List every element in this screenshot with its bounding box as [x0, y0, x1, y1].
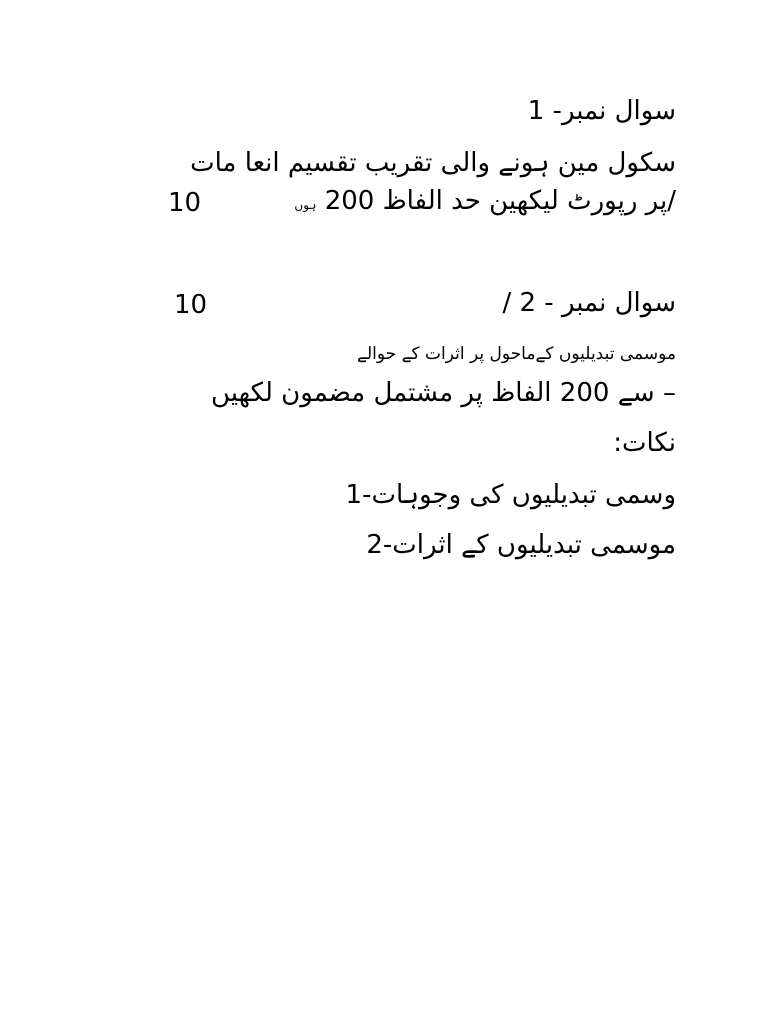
- question2-point1: وسمی تبدیلیوں کی وجوہات-1: [345, 480, 676, 510]
- question2-heading: سوال نمبر - 2 /: [502, 288, 676, 318]
- question2-point2: موسمی تبدیلیوں کے اثرات-2: [366, 530, 676, 560]
- question1-text-line2: [294, 188, 676, 214]
- question1-text-line1: سکول مین ہونے والی تقریب تقسیم انعا مات: [190, 148, 676, 178]
- question2-marks: 10: [174, 290, 208, 320]
- question1-small-word: ہوں: [294, 198, 317, 212]
- question1-marks: 10: [168, 188, 202, 218]
- question2-instruction: – سے 200 الفاظ پر مشتمل مضمون لکھیں: [211, 378, 676, 408]
- question2-points-label: نکات:: [613, 428, 676, 458]
- question1-word-limit: پر رپورٹ لیکھین حد الفاظ 200: [324, 186, 668, 216]
- question2-topic: موسمی تبدیلیوں کےماحول پر اثرات کے حوالے: [357, 344, 676, 364]
- question1-slash: /: [667, 186, 676, 216]
- question1-heading: سوال نمبر- 1: [527, 96, 676, 126]
